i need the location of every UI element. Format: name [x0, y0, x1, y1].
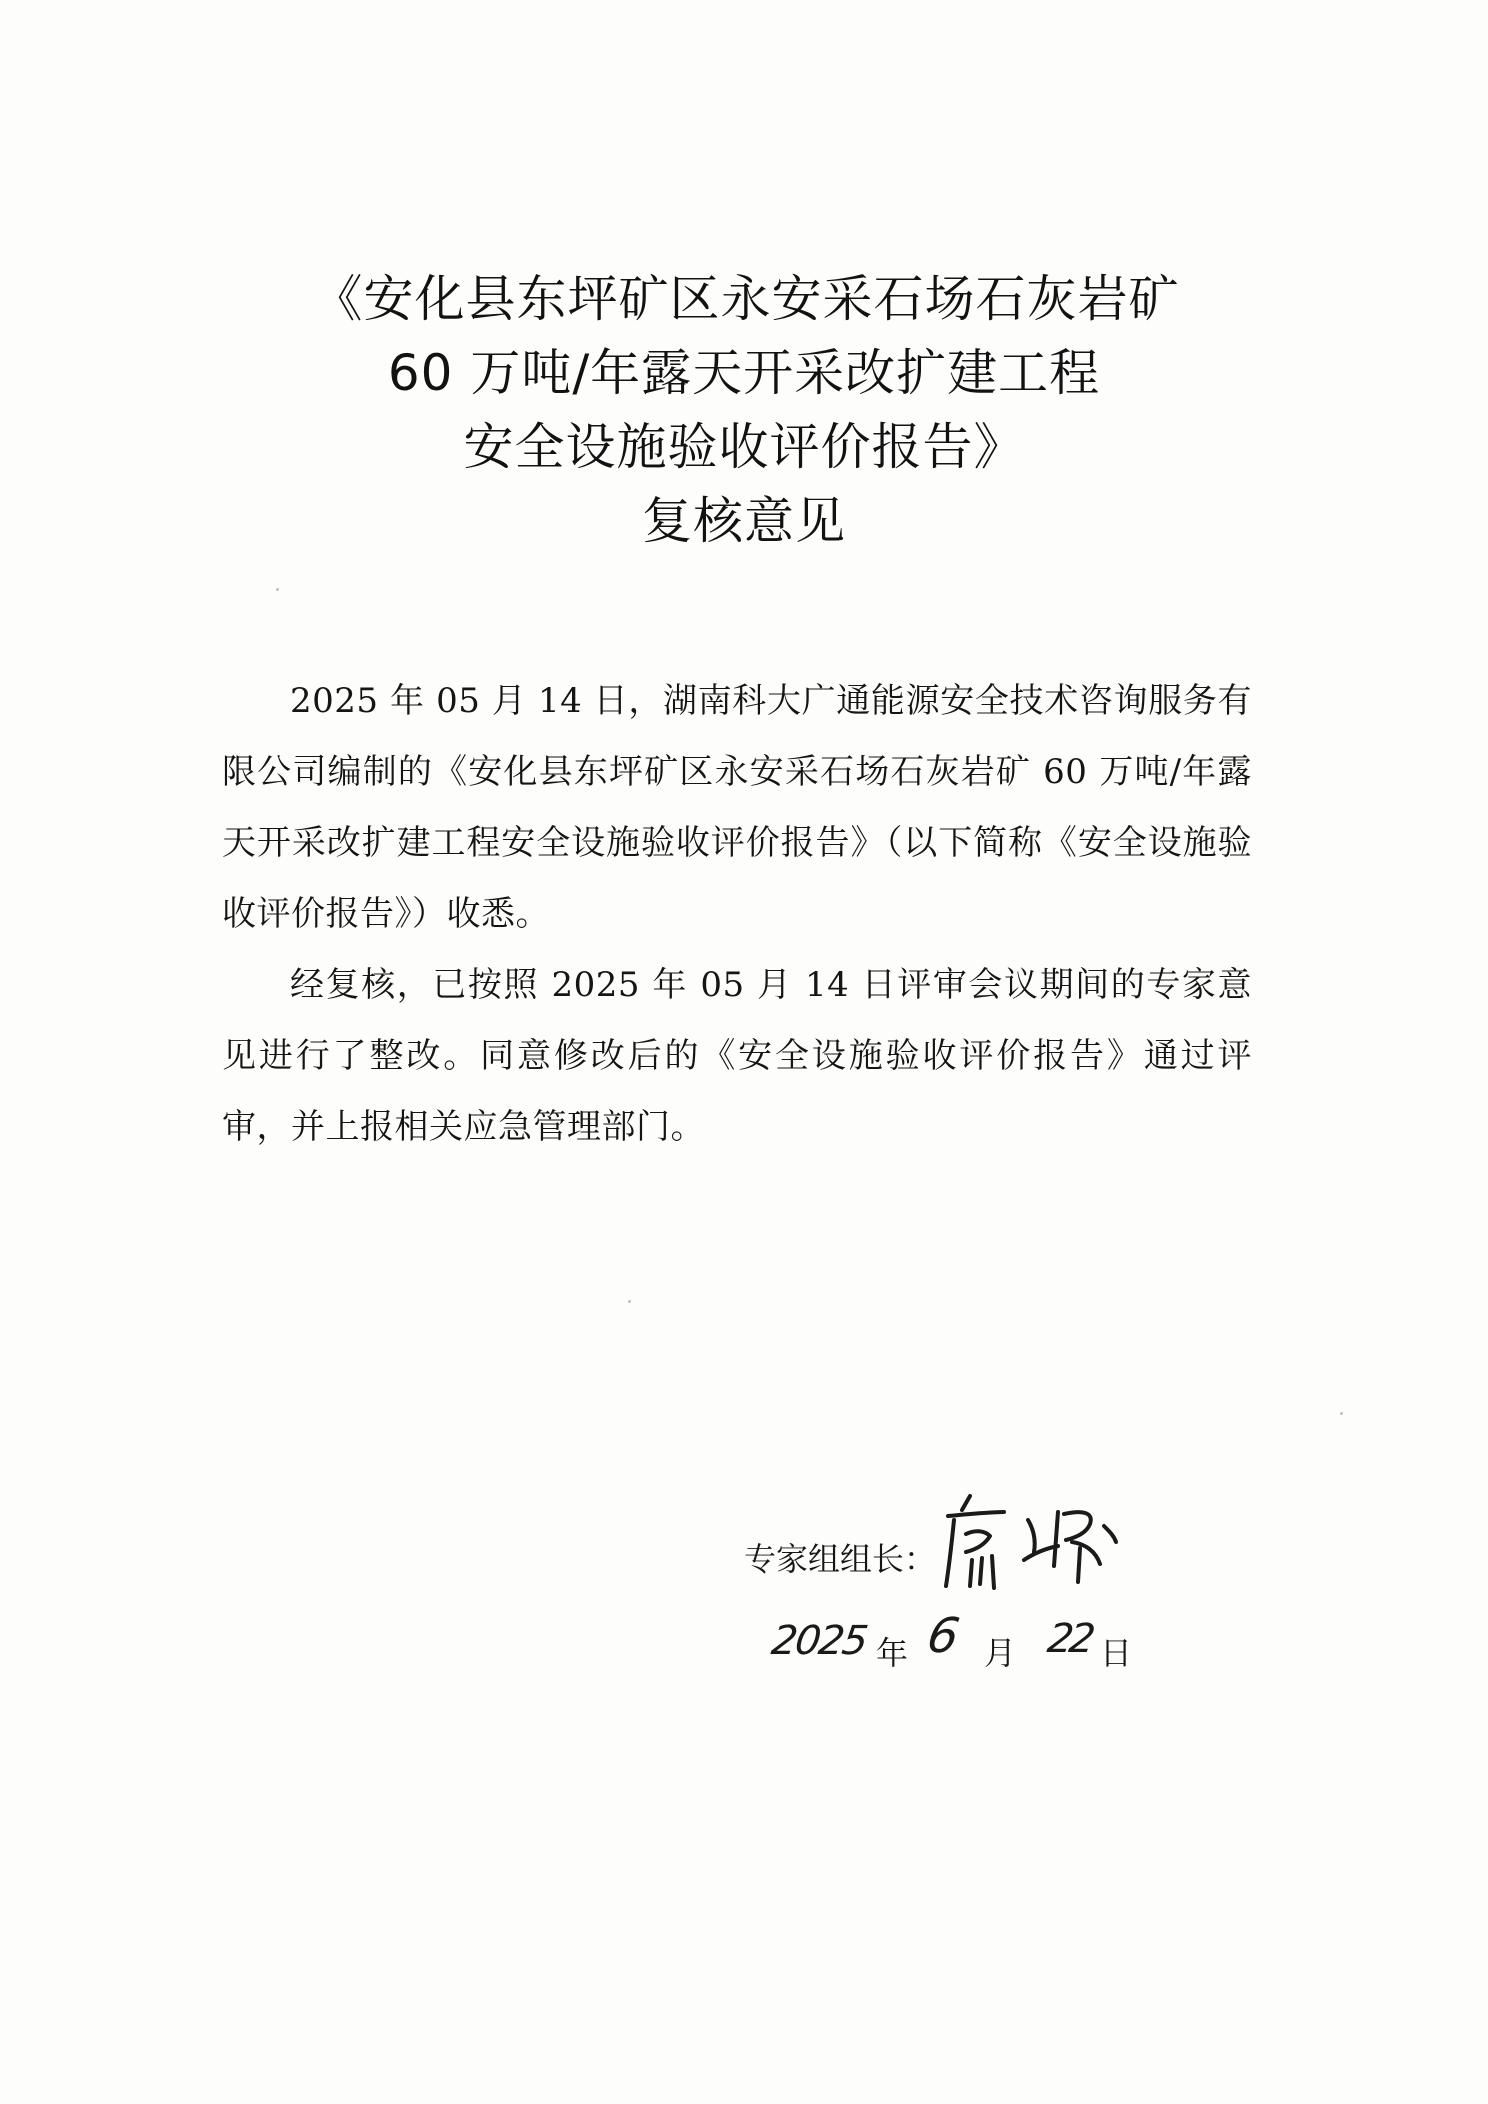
scan-speck: [276, 588, 279, 591]
signature-label: 专家组组长：: [744, 1540, 937, 1578]
date-unit-day: 日: [1100, 1634, 1133, 1672]
title-line-4: 复核意见: [642, 492, 846, 550]
handwritten-signature: [940, 1490, 1140, 1600]
document-body: [222, 666, 1252, 1163]
body-paragraph-2: 经复核，已按照 2025 年 05 月 14 日评审会议期间的专家意见进行了整改。同意修改后的《安全设施验收评价报告》通过评审，并上报相关应急管理部门。: [222, 965, 1252, 1147]
date-month-handwritten: 6: [923, 1608, 964, 1664]
date-unit-month: 月: [984, 1634, 1017, 1672]
date-day-handwritten: 22: [1044, 1616, 1095, 1662]
signature-date: [764, 1608, 1244, 1682]
scan-speck: [1340, 1412, 1343, 1415]
document-title: [0, 262, 1488, 558]
title-line-1: 《安化县东坪矿区永安采石场石灰岩矿: [312, 270, 1180, 328]
date-year-handwritten: 2025: [768, 1618, 870, 1664]
signature-block: [740, 1490, 1260, 1690]
date-unit-year: 年: [876, 1634, 909, 1672]
scan-speck: [628, 1300, 631, 1303]
title-line-2: 60 万吨/年露天开采改扩建工程: [387, 344, 1101, 402]
body-paragraph-1: 2025 年 05 月 14 日，湖南科大广通能源安全技术咨询服务有限公司编制的《安化县东坪矿区永安采石场石灰岩矿 60 万吨/年露天开采改扩建工程安全设施验收评价报告》（以下简称《安全设施验收评价报告》）收悉。: [222, 681, 1252, 934]
title-line-3: 安全设施验收评价报告》: [463, 418, 1025, 476]
